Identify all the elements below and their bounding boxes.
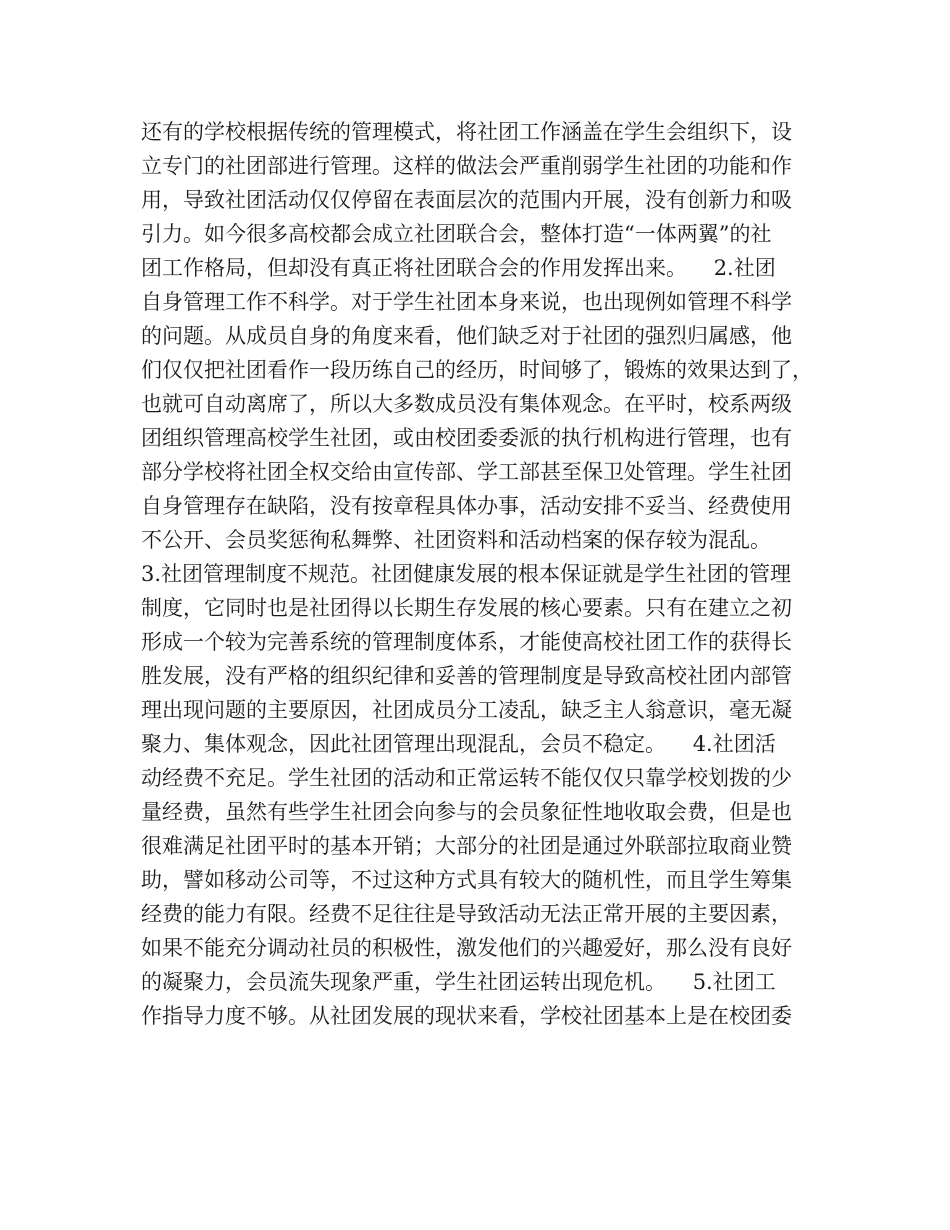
text-line: 制度，它同时也是社团得以长期生存发展的核心要素。只有在建立之初	[141, 596, 792, 620]
text-line: 团组织管理高校学生社团，或由校团委委派的执行机构进行管理，也有	[141, 426, 792, 450]
text-line: 引力。如今很多高校都会成立社团联合会，整体打造“一体两翼”的社	[141, 222, 772, 246]
text-line: 自身管理存在缺陷，没有按章程具体办事，活动安排不妥当、经费使用	[141, 494, 792, 518]
text-line: 还有的学校根据传统的管理模式，将社团工作涵盖在学生会组织下，设	[141, 120, 792, 144]
text-line: 量经费，虽然有些学生社团会向参与的会员象征性地收取会费，但是也	[141, 800, 792, 824]
text-line: 自身管理工作不科学。对于学生社团本身来说，也出现例如管理不科学	[141, 290, 792, 314]
text-line: 的凝聚力，会员流失现象严重，学生社团运转出现危机。 5.社团工	[141, 970, 776, 994]
text-line: 理出现问题的主要原因，社团成员分工凌乱，缺乏主人翁意识，毫无凝	[141, 698, 792, 722]
text-line: 3.社团管理制度不规范。社团健康发展的根本保证就是学生社团的管理	[141, 562, 792, 586]
text-line: 不公开、会员奖惩徇私舞弊、社团资料和活动档案的保存较为混乱。	[141, 528, 771, 552]
text-line: 助，譬如移动公司等，不过这种方式具有较大的随机性，而且学生筹集	[141, 868, 792, 892]
text-line: 动经费不充足。学生社团的活动和正常运转不能仅仅只靠学校划拨的少	[141, 766, 792, 790]
text-line: 聚力、集体观念，因此社团管理出现混乱，会员不稳定。 4.社团活	[141, 732, 776, 756]
text-line: 部分学校将社团全权交给由宣传部、学工部甚至保卫处管理。学生社团	[141, 460, 792, 484]
text-line: 如果不能充分调动社员的积极性，激发他们的兴趣爱好，那么没有良好	[141, 936, 792, 960]
body-text	[141, 115, 821, 1033]
text-line: 团工作格局，但却没有真正将社团联合会的作用发挥出来。 2.社团	[141, 256, 776, 280]
text-line: 用，导致社团活动仅仅停留在表面层次的范围内开展，没有创新力和吸	[141, 188, 792, 212]
text-line: 形成一个较为完善系统的管理制度体系，才能使高校社团工作的获得长	[141, 630, 792, 654]
text-line: 也就可自动离席了，所以大多数成员没有集体观念。在平时，校系两级	[141, 392, 792, 416]
text-line: 作指导力度不够。从社团发展的现状来看，学校社团基本上是在校团委	[141, 1004, 792, 1028]
text-line: 胜发展，没有严格的组织纪律和妥善的管理制度是导致高校社团内部管	[141, 664, 792, 688]
text-line: 经费的能力有限。经费不足往往是导致活动无法正常开展的主要因素，	[141, 902, 792, 926]
text-line: 很难满足社团平时的基本开销；大部分的社团是通过外联部拉取商业赞	[141, 834, 792, 858]
text-line: 立专门的社团部进行管理。这样的做法会严重削弱学生社团的功能和作	[141, 154, 792, 178]
text-line: 们仅仅把社团看作一段历练自己的经历，时间够了，锻炼的效果达到了，	[141, 358, 813, 382]
text-line: 的问题。从成员自身的角度来看，他们缺乏对于社团的强烈归属感，他	[141, 324, 792, 348]
